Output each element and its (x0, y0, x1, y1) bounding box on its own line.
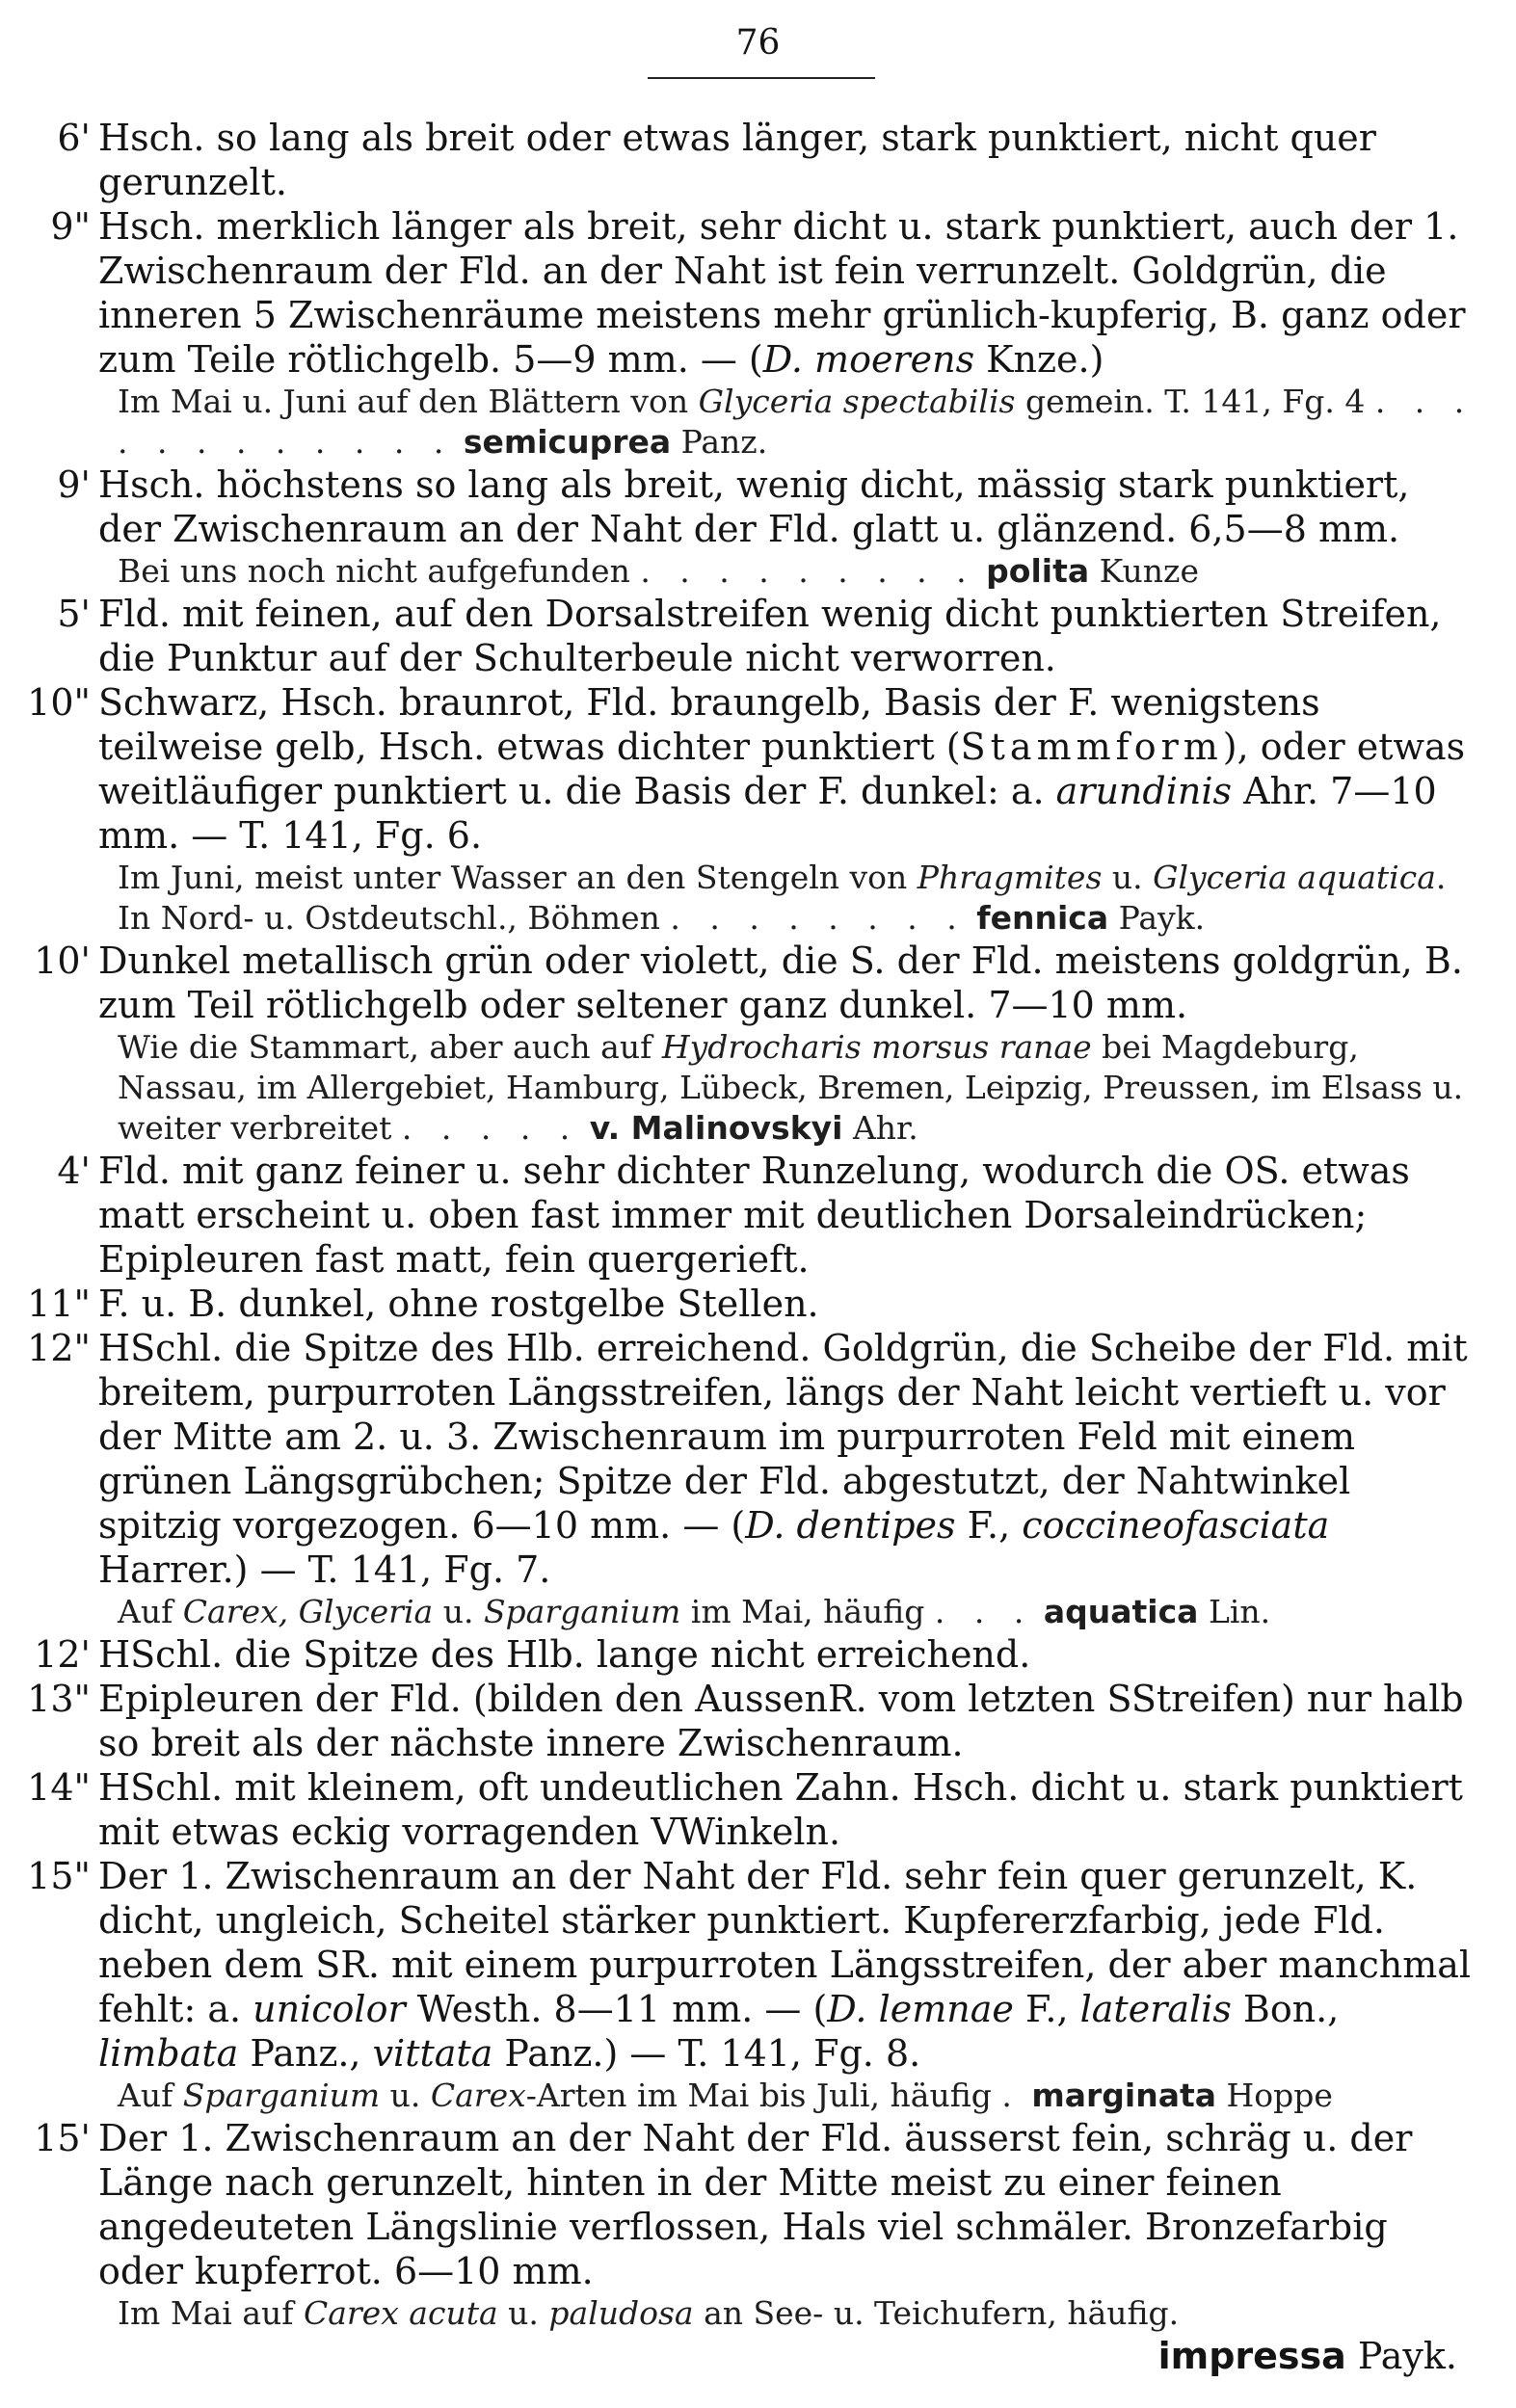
key-entry-6p (21, 116, 1476, 204)
species-name: semicuprea (463, 423, 672, 461)
key-entry-13pp (21, 1677, 1476, 1765)
variety-name: unicolor (253, 1988, 406, 2030)
key-entry-15p (21, 2116, 1476, 2293)
couplet-number: 9' (57, 463, 91, 506)
couplet-text: Hsch. so lang als breit oder etwas länger, stark punktiert, nicht quer gerunzelt. (98, 117, 1376, 203)
habitat-line (21, 2293, 1476, 2334)
host-plant: Carex (430, 2077, 526, 2114)
synonym: D. lemnae (827, 1988, 1014, 2030)
couplet-text: Epipleuren der Fld. (bilden den AussenR. vom letzten SStreifen) nur halb so breit als der nächste innere Zwischenraum. (98, 1678, 1464, 1764)
couplet-text: Panz., (238, 2032, 373, 2075)
author: Hoppe (1226, 2077, 1333, 2114)
synonym: D. dentipes (745, 1504, 956, 1547)
couplet-text: Ahr. 7—10 mm. — T. 141, Fg. 6. (98, 770, 1437, 857)
key-entry-12pp (21, 1326, 1476, 1592)
host-plant: Sparganium (182, 2077, 381, 2114)
couplet-number: 5' (57, 593, 91, 635)
couplet-text-end: Harrer.) — T. 141, Fg. 7. (98, 1548, 551, 1591)
habitat-text: u. (1102, 859, 1154, 896)
key-entry-9p (21, 463, 1476, 551)
couplet-text: Bon., (1231, 1988, 1340, 2030)
habitat-text: u. (497, 2294, 549, 2332)
couplet-text: Schwarz, Hsch. braunrot, Fld. braungelb, Basis der F. wenigstens teilweise gelb, Hsch. etwas dichter punktiert ( (98, 681, 1320, 768)
couplet-text: F. u. B. dunkel, ohne rostgelbe Stellen. (98, 1283, 819, 1325)
final-species-line (21, 2334, 1476, 2378)
host-plant: paludosa (548, 2294, 694, 2332)
key-entry-9pp (21, 204, 1476, 382)
key-entry-5p (21, 592, 1476, 680)
author: Payk. (1118, 899, 1206, 937)
key-entry-10p (21, 939, 1476, 1027)
host-plant: Glyceria aquatica (1153, 859, 1436, 896)
author: Payk. (1357, 2335, 1457, 2377)
couplet-text: HSchl. die Spitze des Hlb. erreichend. Goldgrün, die Scheibe der Fld. mit breitem, purpurroten Längsstreifen, längs der Naht leicht vertieft u. vor der Mitte am 2. u. 3. Zwischenraum im purpurroten Feld mit einem grünen Längsgrübchen; Spitze der Fld. abgestutzt, der Nahtwinkel spitzig vorgezogen. 6—10 mm. — ( (98, 1327, 1468, 1547)
host-plant: Glyceria spectabilis (698, 383, 1016, 420)
habitat-text: u. (380, 2077, 431, 2114)
habitat-line: Im Mai u. Juni auf den Blättern von Glyceria spectabilis gemein. T. 141, Fg. 4 . . . . . . . . . . . . semicuprea Panz. (118, 383, 1475, 461)
author: Panz. (680, 423, 768, 461)
author: Lin. (1208, 1593, 1271, 1630)
couplet-number: 11" (27, 1283, 91, 1325)
habitat-text: . (1435, 859, 1447, 896)
key-entries (21, 116, 1476, 2378)
host-plant: Carex, Glyceria (182, 1593, 434, 1630)
couplet-text-end: Knze.) (974, 338, 1104, 381)
couplet-number: 12" (27, 1327, 91, 1369)
author: Kunze (1099, 552, 1199, 590)
couplet-number: 10' (34, 939, 91, 982)
variety-name: arundinis (1055, 770, 1233, 812)
host-plant: Phragmites (917, 859, 1103, 896)
key-entry-14pp (21, 1765, 1476, 1854)
couplet-text: Hsch. merklich länger als breit, sehr dicht u. stark punktiert, auch der 1. Zwischenraum der Fld. an der Naht ist fein verrunzelt. Goldgrün, die inneren 5 Zwischenräume meistens mehr grünlich-kupferig, B. ganz oder zum Teile rötlichgelb. 5—9 mm. — ( (98, 205, 1466, 381)
habitat-text: bei Magdeburg, Nassau, im Allergebiet, Hamburg, Lübeck, Bremen, Leipzig, Preussen, im Elsass u. weiter verbreitet (118, 1028, 1464, 1147)
species-name: v. Malinovskyi (589, 1109, 843, 1147)
couplet-text: ), oder etwas weitläufiger punktiert u. die Basis der F. dunkel: a. (98, 726, 1466, 812)
couplet-text: Fld. mit ganz feiner u. sehr dichter Runzelung, wodurch die OS. etwas matt erscheint u. oben fast immer mit deutlichen Dorsaleindrücken; Epipleuren fast matt, fein quergerieft. (98, 1150, 1410, 1281)
habitat-text: Auf (118, 2077, 183, 2114)
habitat-text: im Mai, häufig (680, 1593, 925, 1630)
key-entry-10pp (21, 680, 1476, 858)
couplet-number: 15' (34, 2117, 91, 2159)
habitat-text: Bei uns noch nicht aufgefunden (118, 552, 630, 590)
habitat-text: gemein. T. 141, Fg. 4 (1015, 383, 1366, 420)
couplet-text: Dunkel metallisch grün oder violett, die S. der Fld. meistens goldgrün, B. zum Teil rötlichgelb oder seltener ganz dunkel. 7—10 mm. (98, 939, 1463, 1026)
habitat-text: In Nord- u. Ostdeutschl., Böhmen (118, 899, 660, 937)
key-entry-12p (21, 1632, 1476, 1677)
key-entry-11pp (21, 1282, 1476, 1326)
species-name: polita (986, 552, 1090, 590)
couplet-text: Westh. 8—11 mm. — ( (405, 1988, 828, 2030)
couplet-number: 13" (27, 1678, 91, 1720)
couplet-number: 10" (27, 681, 91, 724)
couplet-number: 9" (50, 205, 91, 248)
couplet-text: Panz.) — T. 141, Fg. 8. (492, 2032, 921, 2075)
habitat-text: Im Mai u. Juni auf den Blättern von (118, 383, 699, 420)
habitat-text: u. (433, 1593, 484, 1630)
couplet-number: 14" (27, 1766, 91, 1809)
couplet-text: HSchl. mit kleinem, oft undeutlichen Zahn. Hsch. dicht u. stark punktiert mit etwas eckig vorragenden VWinkeln. (98, 1766, 1463, 1853)
synonym: coccineofasciata (1022, 1504, 1330, 1547)
species-name: impressa (1157, 2335, 1346, 2377)
habitat-text: Im Mai auf (118, 2294, 304, 2332)
synonym: limbata (98, 2032, 239, 2075)
habitat-line: Bei uns noch nicht aufgefunden . . . . . . . . . polita Kunze (118, 552, 1199, 590)
habitat-text: Im Juni, meist unter Wasser an den Stengeln von (118, 859, 918, 896)
host-plant: Sparganium (483, 1593, 681, 1630)
stammform-label: Stammform (960, 726, 1223, 768)
synonym: vittata (372, 2032, 493, 2075)
page-number: 76 (735, 23, 781, 63)
species-name: fennica (976, 899, 1109, 937)
couplet-text: F., (955, 1504, 1023, 1547)
habitat-text: Wie die Stammart, aber auch auf (118, 1028, 662, 1066)
species-name: marginata (1031, 2077, 1217, 2114)
couplet-text: Fld. mit feinen, auf den Dorsalstreifen wenig dicht punktierten Streifen, die Punktur auf der Schulterbeule nicht verworren. (98, 593, 1442, 679)
couplet-number: 12' (34, 1633, 91, 1676)
host-plant: Carex acuta (303, 2294, 498, 2332)
couplet-text: HSchl. die Spitze des Hlb. lange nicht erreichend. (98, 1633, 1031, 1676)
habitat-text: an See- u. Teichufern, häufig. (693, 2294, 1180, 2332)
header-rule (648, 77, 875, 79)
habitat-line (21, 858, 1476, 898)
couplet-number: 15" (27, 1855, 91, 1897)
habitat-line: Auf Sparganium u. Carex-Arten im Mai bis Juli, häufig . marginata Hoppe (118, 2077, 1333, 2114)
key-entry-15pp (21, 1854, 1476, 2076)
couplet-text: Hsch. höchstens so lang als breit, wenig dicht, mässig stark punktiert, der Zwischenraum an der Naht der Fld. glatt u. glänzend. 6,5—8 mm. (98, 463, 1410, 550)
couplet-text: Der 1. Zwischenraum an der Naht der Fld. äusserst fein, schräg u. der Länge nach gerunzelt, hinten in der Mitte meist zu einer feinen angedeuteten Längslinie verflossen, Hals viel schmäler. Bronzefarbig oder kupferrot. 6—10 mm. (98, 2117, 1413, 2292)
habitat-line: Wie die Stammart, aber auch auf Hydrocharis morsus ranae bei Magdeburg, Nassau, im Allergebiet, Hamburg, Lübeck, Bremen, Leipzig, Preussen, im Elsass u. weiter verbreitet . . . . . v. Malinovskyi Ahr. (118, 1028, 1464, 1147)
host-plant: Hydrocharis morsus ranae (661, 1028, 1092, 1066)
habitat-text: -Arten im Mai bis Juli, häufig (525, 2077, 992, 2114)
synonym: D. moerens (762, 338, 975, 381)
key-entry-4p (21, 1149, 1476, 1282)
habitat-line: Auf Carex, Glyceria u. Sparganium im Mai, häufig . . . aquatica Lin. (118, 1593, 1271, 1630)
couplet-number: 4' (57, 1150, 91, 1192)
habitat-text: Auf (118, 1593, 183, 1630)
species-name: aquatica (1043, 1593, 1199, 1630)
couplet-number: 6' (57, 117, 91, 159)
couplet-text: F., (1013, 1988, 1080, 2030)
author: Ahr. (852, 1109, 918, 1147)
habitat-line: In Nord- u. Ostdeutschl., Böhmen . . . . . . . . fennica Payk. (118, 899, 1206, 937)
synonym: lateralis (1079, 1988, 1232, 2030)
couplet-text: Der 1. Zwischenraum an der Naht der Fld. sehr fein quer gerunzelt, K. dicht, ungleich, Scheitel stärker punktiert. Kupfererzfarbig, jede Fld. neben dem SR. mit einem purpurroten Längsstreifen, der aber manchmal fehlt: a. (98, 1855, 1472, 2030)
